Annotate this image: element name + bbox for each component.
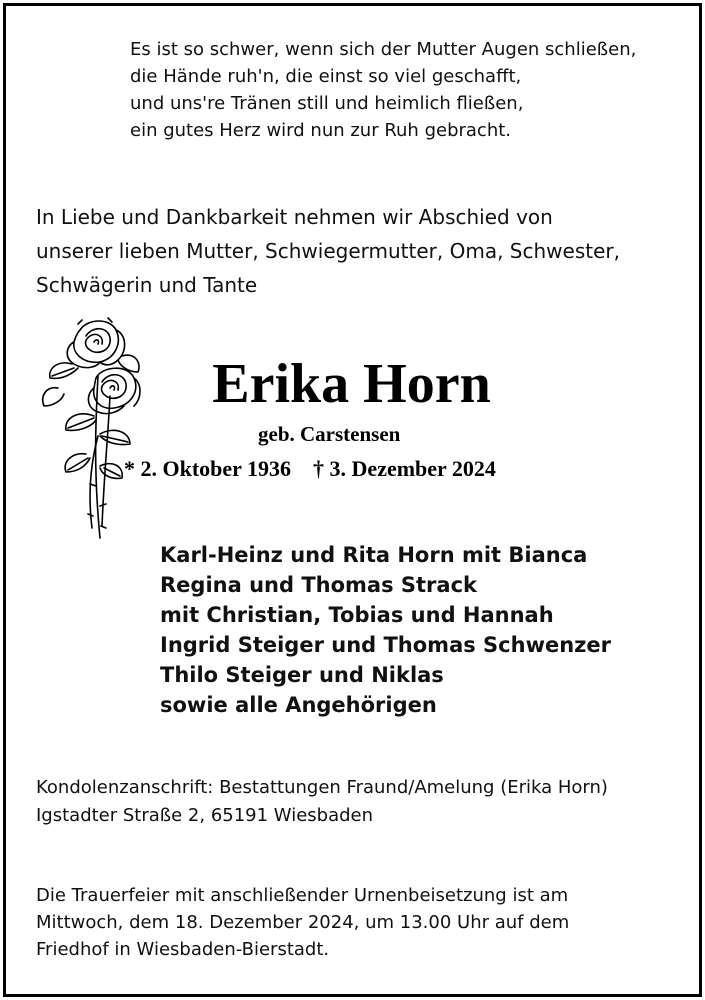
contact-line: Kondolenzanschrift: Bestattungen Fraund/Amelung (Erika Horn) [36,777,608,798]
funeral-line: Mittwoch, dem 18. Dezember 2024, um 13.00 Uhr auf dem [36,912,570,933]
mourner-line: mit Christian, Tobias und Hannah [160,603,554,627]
mourners-list [160,540,680,720]
intro-line: In Liebe und Dankbarkeit nehmen wir Abschied von [36,205,553,229]
poem-line: Es ist so schwer, wenn sich der Mutter Augen schließen, [130,39,637,60]
maiden-name: geb. Carstensen [258,422,401,446]
mourner-line: sowie alle Angehörigen [160,693,437,717]
poem-line: die Hände ruh'n, die einst so viel geschafft, [130,66,522,87]
contact-line: Igstadter Straße 2, 65191 Wiesbaden [36,805,374,826]
mourner-line: Ingrid Steiger und Thomas Schwenzer [160,633,611,657]
mourner-line: Regina und Thomas Strack [160,573,477,597]
mourner-line: Karl-Heinz und Rita Horn mit Bianca [160,543,588,567]
mourner-line: Thilo Steiger und Niklas [160,663,444,687]
intro-text [36,200,686,302]
funeral-line: Friedhof in Wiesbaden-Bierstadt. [36,939,330,960]
poem-line: und uns're Tränen still und heimlich fließen, [130,93,524,114]
birth-date: * 2. Oktober 1936 [124,456,292,481]
poem-line: ein gutes Herz wird nun zur Ruh gebracht. [130,120,512,141]
intro-line: unserer lieben Mutter, Schwiegermutter, Oma, Schwester, [36,239,620,263]
death-date: † 3. Dezember 2024 [313,456,496,481]
intro-line: Schwägerin und Tante [36,273,258,297]
funeral-line: Die Trauerfeier mit anschließender Urnenbeisetzung ist am [36,885,569,906]
deceased-name [0,348,705,420]
deceased-name-text: Erika Horn [212,353,491,415]
funeral-notice [36,882,686,963]
poem [130,36,690,144]
life-dates [124,454,496,484]
condolence-address [36,774,686,830]
